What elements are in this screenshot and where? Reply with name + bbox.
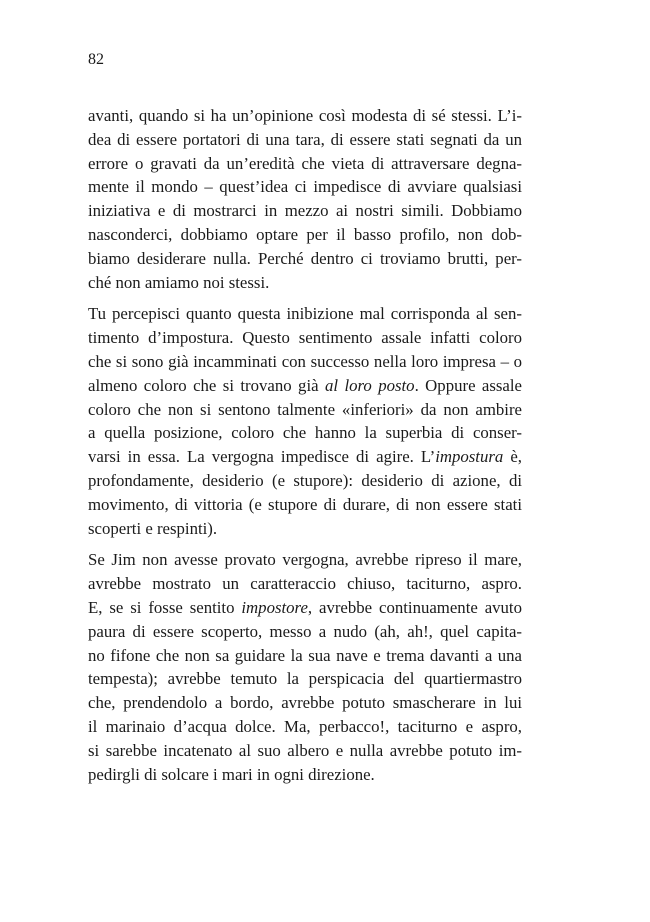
italic-text: al loro posto	[324, 375, 415, 395]
text-run: tempesta); avrebbe temuto la perspicacia del quartiermastro	[88, 669, 522, 689]
text-run: timento d’impostura. Questo sentimento assale infatti coloro	[88, 328, 522, 348]
text-line	[88, 493, 522, 517]
text-run: a quella posizione, coloro che hanno la superbia di conser-	[88, 423, 522, 443]
text-line	[88, 517, 522, 541]
text-run: Tu percepisci quanto questa inibizione mal corrisponda al sen-	[88, 304, 522, 324]
text-run: che, prendendolo a bordo, avrebbe potuto smascherare in lui	[88, 693, 522, 713]
text-run: dea di essere portatori di una tara, di essere stati segnati da un	[88, 129, 522, 149]
text-line	[88, 596, 522, 620]
page-number: 82	[88, 51, 104, 68]
text-run: paura di essere scoperto, messo a nudo (ah, ah!, quel capita-	[88, 621, 522, 641]
text-run: coloro che non si sentono talmente «inferiori» da non ambire	[88, 399, 522, 419]
text-line	[88, 104, 522, 128]
paragraph	[88, 548, 522, 786]
text-run: avrebbe mostrato un caratteraccio chiuso, taciturno, aspro.	[88, 574, 522, 594]
text-line	[88, 421, 522, 445]
text-line	[88, 572, 522, 596]
text-run: movimento, di vittoria (e stupore di durare, di non essere stati	[88, 494, 522, 514]
text-line	[88, 302, 522, 326]
text-line	[88, 374, 522, 398]
text-line	[88, 715, 522, 739]
text-line	[88, 199, 522, 223]
text-run: profondamente, desiderio (e stupore): desiderio di azione, di	[88, 470, 522, 490]
text-line	[88, 445, 522, 469]
text-run: mente il mondo – quest’idea ci impedisce di avviare qualsiasi	[88, 177, 522, 197]
text-line	[88, 223, 522, 247]
text-run: no fifone che non sa guidare la sua nave e trema davanti a una	[88, 645, 522, 665]
text-line	[88, 644, 522, 668]
text-line	[88, 691, 522, 715]
text-line	[88, 175, 522, 199]
text-run: errore o gravati da un’eredità che vieta di attraversare degna-	[88, 153, 522, 173]
text-run: avanti, quando si ha un’opinione così modesta di sé stessi. L’i-	[88, 106, 522, 125]
text-run: pedirgli di solcare i mari in ogni direzione.	[88, 764, 375, 784]
text-line	[88, 469, 522, 493]
text-line	[88, 152, 522, 176]
text-line	[88, 247, 522, 271]
text-run: scoperti e respinti).	[88, 518, 218, 538]
text-run: , avrebbe continuamente avuto	[307, 597, 522, 617]
text-line	[88, 326, 522, 350]
text-line	[88, 548, 522, 572]
text-run: almeno coloro che si trovano già	[88, 375, 325, 395]
text-run: iniziativa e di mostrarci in mezzo ai nostri simili. Dobbiamo	[88, 201, 522, 221]
text-run: E, se si fosse sentito	[88, 597, 242, 617]
text-run: nasconderci, dobbiamo optare per il basso profilo, non dob-	[88, 224, 522, 244]
text-run: è,	[503, 447, 522, 467]
text-run: che si sono già incamminati con successo nella loro impresa – o	[88, 351, 522, 371]
text-line	[88, 271, 522, 295]
text-run: varsi in essa. La vergogna impedisce di agire. L’	[88, 447, 436, 467]
text-run: ché non amiamo noi stessi.	[88, 272, 270, 292]
text-line	[88, 350, 522, 374]
paragraph-spacer	[88, 294, 522, 302]
text-run: Se Jim non avesse provato vergogna, avrebbe ripreso il mare,	[88, 550, 522, 570]
text-run: il marinaio d’acqua dolce. Ma, perbacco!, taciturno e aspro,	[88, 716, 522, 736]
text-line	[88, 739, 522, 763]
paragraph-spacer	[88, 540, 522, 548]
text-line	[88, 763, 522, 787]
text-line	[88, 620, 522, 644]
text-run: biamo desiderare nulla. Perché dentro ci troviamo brutti, per-	[88, 248, 522, 268]
text-line	[88, 667, 522, 691]
paragraph	[88, 104, 522, 294]
body-text	[88, 104, 522, 786]
text-run: . Oppure assale	[414, 375, 522, 395]
italic-text: impostura	[435, 447, 504, 467]
text-line	[88, 398, 522, 422]
paragraph	[88, 302, 522, 540]
text-line	[88, 128, 522, 152]
text-run: si sarebbe incatenato al suo albero e nulla avrebbe potuto im-	[88, 740, 522, 760]
italic-text: impostore	[241, 597, 308, 617]
